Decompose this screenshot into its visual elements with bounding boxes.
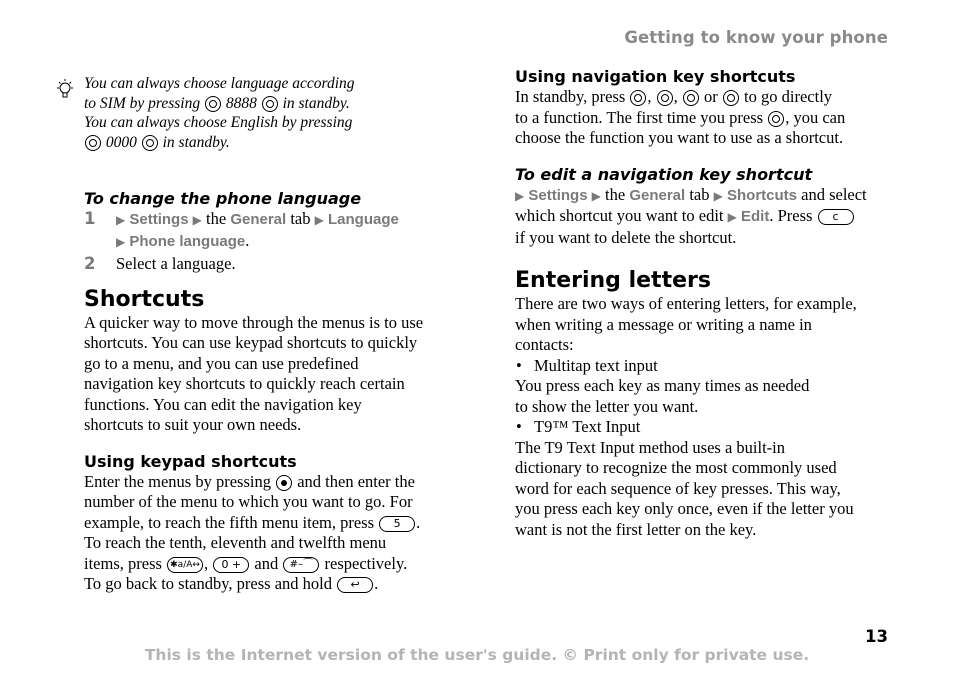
running-header: Getting to know your phone <box>624 28 888 47</box>
tip-line: 0000 in standby. <box>84 133 394 153</box>
menu-item-edit: Edit <box>741 208 770 225</box>
key-star-icon: ✱a/A↔ <box>167 557 203 573</box>
section-heading: Entering letters <box>515 268 711 293</box>
key-0-icon: 0 + <box>213 557 249 573</box>
step-number: 2 <box>84 254 96 273</box>
menu-item-settings: Settings <box>528 186 588 204</box>
paragraph: There are two ways of entering letters, for example, when writing a message or writing a name in contacts: <box>515 294 857 354</box>
section-heading: To edit a navigation key shortcut <box>515 164 813 184</box>
instruction-step: 1 ▶ Settings ▶ the General tab ▶ Language ▶ Phone language. <box>84 209 399 250</box>
footer-notice: This is the Internet version of the user's guide. © Print only for private use. <box>144 646 810 664</box>
section-heading: Using navigation key shortcuts <box>515 67 796 86</box>
nav-key-icon <box>142 135 158 151</box>
nav-key-icon <box>85 135 101 151</box>
paragraph: Enter the menus by pressing and then enter the number of the menu to which you want to go. For example, to reach the fifth menu item, press 5 . To reach the tenth, eleventh and twelfth menu items, press ✱a/A↔ , 0 + and #–⌒ respectively. To go back to standby, press and hold ↩ . <box>84 471 421 593</box>
paragraph: A quicker way to move through the menus is to use shortcuts. You can use keypad shortcuts to quickly go to a menu, and you can use predefined navigation key shortcuts to quickly reach certain functions. You can edit the navigation key shortcuts to suit your own needs. <box>84 312 424 434</box>
menu-item-phone-language: Phone language <box>129 232 246 250</box>
select-key-icon <box>276 475 292 491</box>
nav-down-icon <box>630 90 646 106</box>
menu-item-settings: Settings <box>129 211 189 228</box>
menu-item-language: Language <box>327 211 399 228</box>
nav-key-icon <box>768 111 784 127</box>
section-heading: Using keypad shortcuts <box>84 451 297 471</box>
section-heading: Shortcuts <box>84 286 205 312</box>
menu-item-general: General <box>629 186 686 204</box>
nav-key-icon <box>262 96 278 112</box>
list-item: • T9™ Text Input <box>515 417 895 438</box>
instruction-step: 2 Select a language. <box>84 254 236 273</box>
arrow-icon: ▶ <box>116 213 126 227</box>
arrow-icon: ▶ <box>314 213 324 227</box>
left-column <box>84 189 459 595</box>
key-c-icon: c <box>818 209 854 225</box>
nav-up-icon <box>657 90 673 106</box>
tip-line: to SIM by pressing 8888 in standby. <box>84 94 350 112</box>
paragraph: The T9 Text Input method uses a built-in dictionary to recognize the most commonly used word for each sequence of key presses. This way, you press each key only once, even if the letter you want is not the first letter on the key. <box>515 437 854 539</box>
arrow-icon: ▶ <box>116 234 126 249</box>
paragraph: ▶ Settings ▶ the General tab ▶ Shortcuts and select which shortcut you want to edit ▶ Edit. Press c if you want to delete the shortcut. <box>515 184 867 247</box>
lightbulb-icon <box>55 78 75 102</box>
nav-right-icon <box>723 90 739 106</box>
key-5-icon: 5 <box>379 516 415 532</box>
list-item: • Multitap text input <box>515 356 895 377</box>
section-heading: To change the phone language <box>84 189 362 208</box>
arrow-icon: ▶ <box>192 213 202 227</box>
nav-left-icon <box>683 90 699 106</box>
arrow-icon: ▶ <box>713 188 723 203</box>
nav-key-icon <box>205 96 221 112</box>
menu-item-general: General <box>230 211 287 228</box>
arrow-icon: ▶ <box>591 188 601 203</box>
tip-line: You can always choose language according <box>84 75 355 92</box>
paragraph: You press each key as many times as needed to show the letter you want. <box>515 376 810 416</box>
back-key-icon: ↩ <box>337 577 373 593</box>
arrow-icon: ▶ <box>515 188 525 203</box>
key-hash-icon: #–⌒ <box>283 557 319 573</box>
arrow-icon: ▶ <box>727 210 737 224</box>
tip-line: You can always choose English by pressing <box>84 114 353 131</box>
menu-item-shortcuts: Shortcuts <box>726 186 797 204</box>
paragraph: In standby, press , , or to go directly to a function. The first time you press , you can choose the function you want to use as a shortcut. <box>515 87 846 147</box>
right-column <box>515 67 895 540</box>
page-number: 13 <box>865 627 888 646</box>
step-number: 1 <box>84 209 96 228</box>
tip-note <box>84 74 394 152</box>
